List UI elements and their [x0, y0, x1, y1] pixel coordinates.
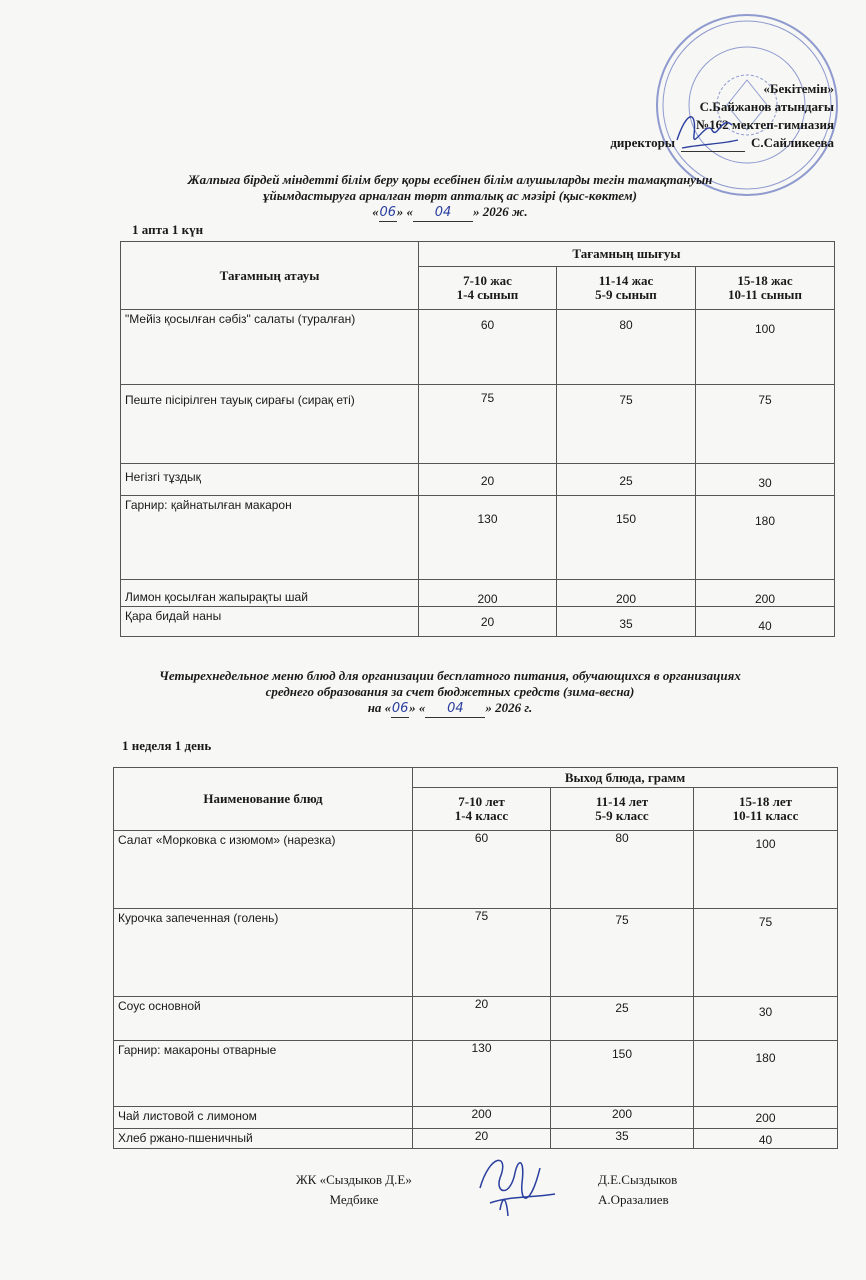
- dish-value: 75: [557, 385, 696, 464]
- dish-value: 35: [557, 607, 696, 637]
- dish-value: 200: [413, 1107, 551, 1129]
- table-row: [114, 909, 838, 997]
- table-row: [121, 385, 835, 464]
- signer-right: [598, 1170, 677, 1210]
- kz-date-day: 06: [379, 205, 397, 220]
- dish-name: Қара бидай наны: [121, 607, 419, 637]
- kz-col-output-header: Тағамның шығуы: [419, 242, 835, 267]
- dish-value: 180: [694, 1041, 838, 1107]
- ru-col-output-header: Выход блюда, грамм: [413, 768, 838, 788]
- dish-value: 200: [694, 1107, 838, 1129]
- dish-value: 75: [413, 909, 551, 997]
- dish-name: Гарнир: макароны отварные: [114, 1041, 413, 1107]
- dish-value: 80: [551, 831, 694, 909]
- ru-age-col: 11-14 лет 5-9 класс: [551, 788, 694, 831]
- ru-date-year: » 2026 г.: [485, 700, 533, 715]
- dish-value: 130: [413, 1041, 551, 1107]
- school-name: С.Байжанов атындағы: [699, 99, 834, 114]
- kz-title: [100, 172, 800, 222]
- director-name: С.Сайликеева: [750, 135, 834, 150]
- kz-col-name-header: Тағамның атауы: [121, 242, 419, 310]
- table-row: [114, 1129, 838, 1149]
- dish-name: "Мейіз қосылған сәбіз" салаты (туралған): [121, 310, 419, 385]
- signer-left-org: ЖК «Сыздыков Д.Е»: [296, 1172, 412, 1187]
- dish-value: 35: [551, 1129, 694, 1149]
- dish-value: 25: [557, 464, 696, 496]
- dish-value: 200: [551, 1107, 694, 1129]
- dish-value: 40: [694, 1129, 838, 1149]
- ru-age-col: 7-10 лет 1-4 класс: [413, 788, 551, 831]
- dish-value: 75: [694, 909, 838, 997]
- kz-week-day: 1 апта 1 күн: [132, 222, 204, 237]
- kz-age-col: 15-18 жас 10-11 сынып: [696, 267, 835, 310]
- table-row: [121, 464, 835, 496]
- dish-value: 20: [413, 997, 551, 1041]
- signer-right-name1: Д.Е.Сыздыков: [598, 1172, 678, 1187]
- dish-name: Гарнир: қайнатылған макарон: [121, 496, 419, 580]
- dish-value: 180: [696, 496, 835, 580]
- school-number: №162 мектеп-гимназия: [696, 117, 834, 132]
- dish-name: Чай листовой с лимоном: [114, 1107, 413, 1129]
- dish-name: Пеште пісірілген тауық сирағы (сирақ еті): [121, 385, 419, 464]
- dish-value: 130: [419, 496, 557, 580]
- dish-value: 150: [557, 496, 696, 580]
- ru-menu-table: [113, 767, 838, 1149]
- dish-value: 150: [551, 1041, 694, 1107]
- dish-value: 200: [696, 580, 835, 607]
- kz-menu-table: [120, 241, 835, 637]
- director-label: директоры: [610, 135, 675, 150]
- kz-age-col: 11-14 жас 5-9 сынып: [557, 267, 696, 310]
- dish-value: 100: [694, 831, 838, 909]
- table-row: [114, 1041, 838, 1107]
- dish-value: 60: [413, 831, 551, 909]
- table-row: [121, 310, 835, 385]
- dish-value: 100: [696, 310, 835, 385]
- ru-date-month: 04: [447, 701, 464, 716]
- dish-value: 40: [696, 607, 835, 637]
- ru-age-col: 15-18 лет 10-11 класс: [694, 788, 838, 831]
- handwritten-signature: [470, 1148, 560, 1220]
- table-row: [114, 997, 838, 1041]
- signer-right-name2: А.Оразалиев: [598, 1192, 669, 1207]
- dish-value: 200: [557, 580, 696, 607]
- dish-value: 25: [551, 997, 694, 1041]
- approval-title: «Бекітемін»: [763, 81, 834, 96]
- table-row: [114, 831, 838, 909]
- dish-name: Хлеб ржано-пшеничный: [114, 1129, 413, 1149]
- kz-age-col: 7-10 жас 1-4 сынып: [419, 267, 557, 310]
- dish-name: Лимон қосылған жапырақты шай: [121, 580, 419, 607]
- dish-value: 80: [557, 310, 696, 385]
- kz-date-year: » 2026 ж.: [473, 204, 528, 219]
- dish-value: 60: [419, 310, 557, 385]
- dish-value: 75: [551, 909, 694, 997]
- table-row: [121, 496, 835, 580]
- kz-date-month: 04: [434, 205, 452, 220]
- kz-title-line2: ұйымдастыруға арналған төрт апталық ас мәзірі (қыс-көктем): [263, 188, 637, 203]
- ru-title-line1: Четырехнедельное меню блюд для организации бесплатного питания, обучающихся в организациях: [159, 668, 741, 683]
- dish-name: Салат «Морковка с изюмом» (нарезка): [114, 831, 413, 909]
- kz-title-line1: Жалпыға бірдей міндетті білім беру қоры есебінен білім алушыларды тегін тамақтануын: [187, 172, 713, 187]
- dish-value: 75: [696, 385, 835, 464]
- dish-value: 30: [694, 997, 838, 1041]
- table-row: [121, 607, 835, 637]
- dish-value: 20: [413, 1129, 551, 1149]
- director-signature: [672, 100, 742, 160]
- ru-col-name-header: Наименование блюд: [114, 768, 413, 831]
- dish-name: Курочка запеченная (голень): [114, 909, 413, 997]
- ru-date-day: 06: [391, 701, 409, 716]
- dish-name: Негізгі тұздық: [121, 464, 419, 496]
- dish-value: 20: [419, 464, 557, 496]
- ru-title: [90, 668, 810, 718]
- ru-title-line2: среднего образования за счет бюджетных средств (зима-весна): [265, 684, 635, 699]
- ru-week-day: 1 неделя 1 день: [122, 738, 212, 753]
- dish-value: 200: [419, 580, 557, 607]
- dish-value: 30: [696, 464, 835, 496]
- table-row: [114, 1107, 838, 1129]
- ru-date-prefix: на «: [367, 700, 392, 715]
- dish-value: 20: [419, 607, 557, 637]
- signer-left-role: Медбике: [329, 1192, 379, 1207]
- dish-name: Соус основной: [114, 997, 413, 1041]
- kz-date: «06» « 04 » 2026 ж.: [372, 204, 528, 220]
- table-row: [121, 580, 835, 607]
- dish-value: 75: [419, 385, 557, 464]
- signer-left: [296, 1170, 412, 1210]
- ru-date: на «06» « 04 » 2026 г.: [367, 700, 533, 716]
